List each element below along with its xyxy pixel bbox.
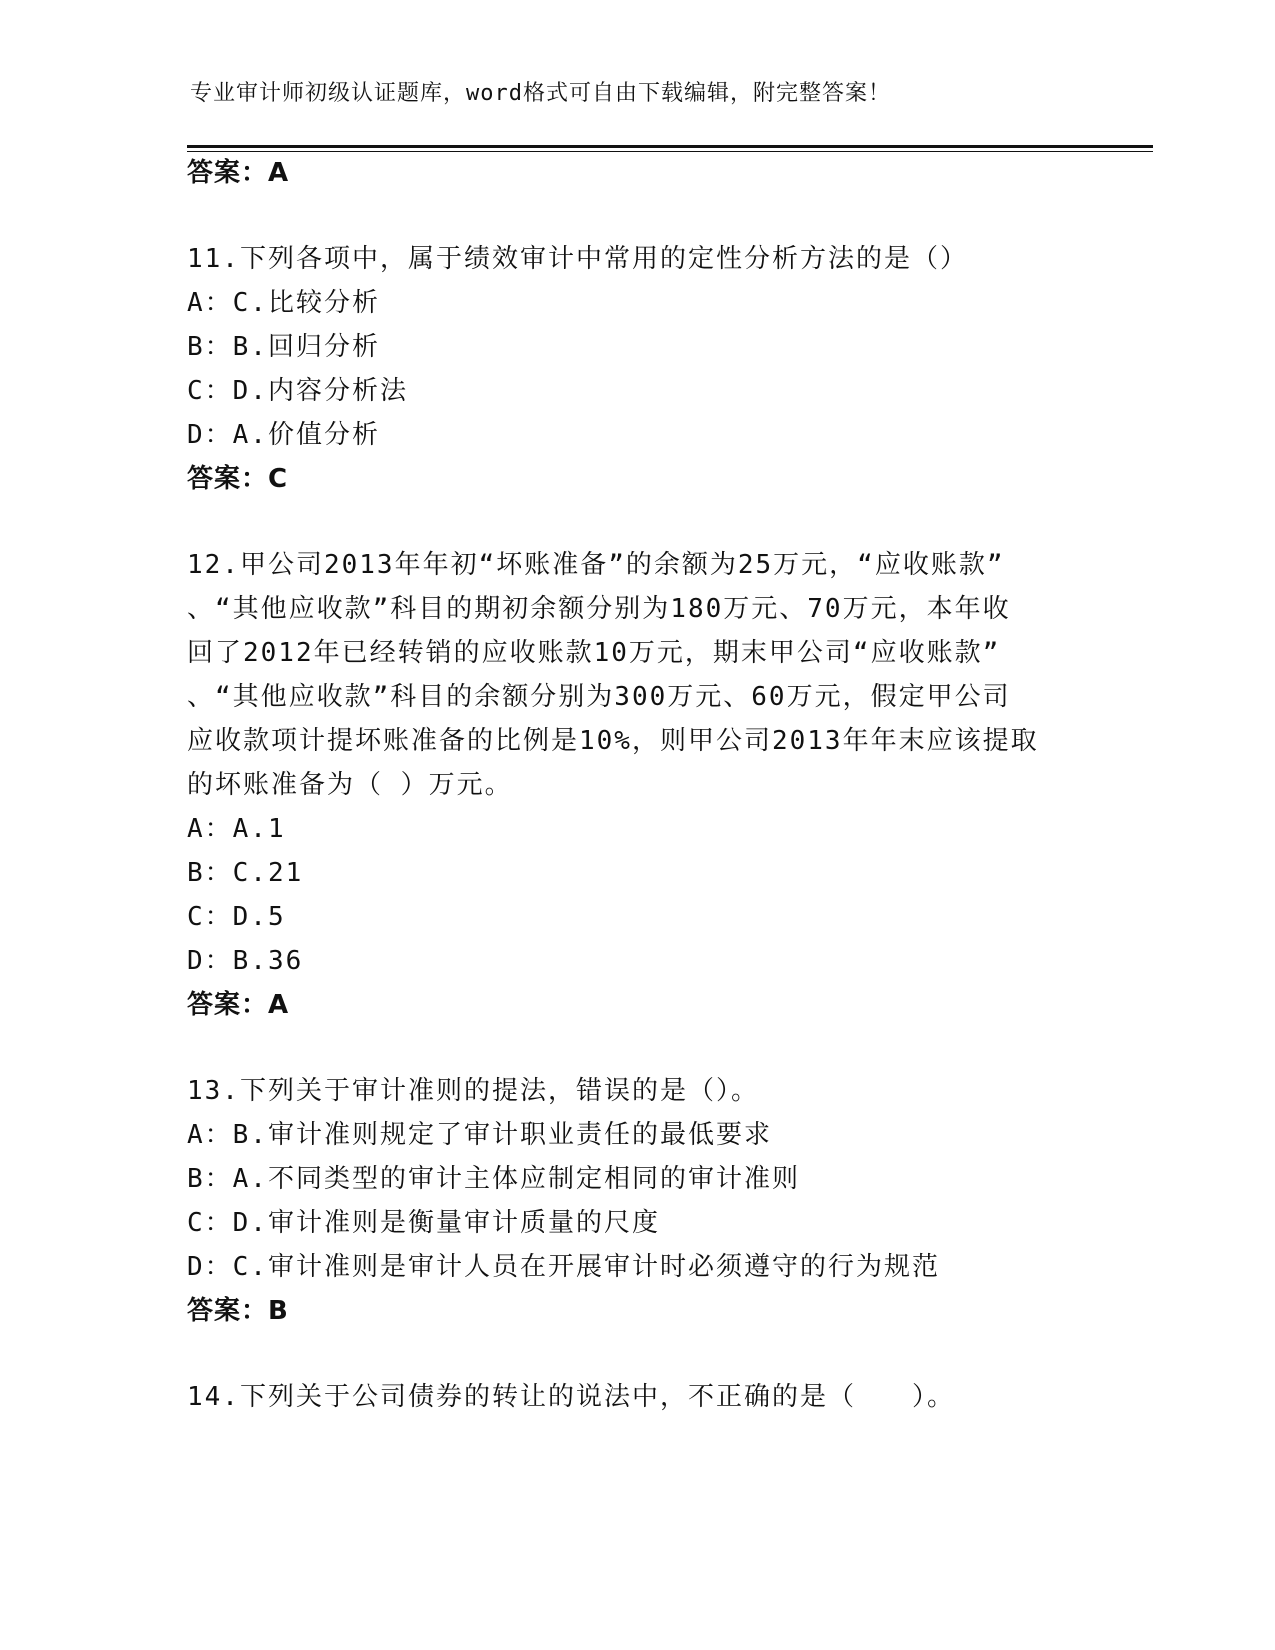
option-b: B：C.21 bbox=[187, 858, 304, 888]
option-a: A：B.审计准则规定了审计职业责任的最低要求 bbox=[187, 1120, 772, 1150]
question-text: 11.下列各项中，属于绩效审计中常用的定性分析方法的是（） bbox=[187, 244, 968, 274]
question-text: 、“其他应收款”科目的余额分别为300万元、60万元，假定甲公司 bbox=[187, 682, 1011, 712]
option-a: A：C.比较分析 bbox=[187, 288, 380, 318]
question-text: 回了2012年已经转销的应收账款10万元，期末甲公司“应收账款” bbox=[187, 638, 1001, 668]
option-b: B：B.回归分析 bbox=[187, 332, 380, 362]
question-text: 应收款项计提坏账准备的比例是10%，则甲公司2013年年末应该提取 bbox=[187, 726, 1039, 756]
option-c: C：D.5 bbox=[187, 902, 286, 932]
option-d: D：C.审计准则是审计人员在开展审计时必须遵守的行为规范 bbox=[187, 1252, 940, 1282]
question-text: 的坏账准备为（ ）万元。 bbox=[187, 770, 513, 800]
option-c: C：D.内容分析法 bbox=[187, 376, 408, 406]
answer: 答案：B bbox=[187, 1296, 289, 1326]
header-rule-thin bbox=[187, 151, 1153, 152]
prev-answer: 答案：A bbox=[187, 158, 290, 188]
answer: 答案：C bbox=[187, 464, 289, 494]
option-d: D：A.价值分析 bbox=[187, 420, 380, 450]
option-a: A：A.1 bbox=[187, 814, 286, 844]
question-text: 、“其他应收款”科目的期初余额分别为180万元、70万元，本年收 bbox=[187, 594, 1011, 624]
question-text: 14.下列关于公司债券的转让的说法中，不正确的是（ ）。 bbox=[187, 1382, 955, 1412]
answer: 答案：A bbox=[187, 990, 290, 1020]
header-text: 专业审计师初级认证题库，word格式可自由下载编辑，附完整答案！ bbox=[190, 81, 891, 106]
header-rule-thick bbox=[187, 145, 1153, 148]
option-b: B：A.不同类型的审计主体应制定相同的审计准则 bbox=[187, 1164, 800, 1194]
option-d: D：B.36 bbox=[187, 946, 304, 976]
question-text: 13.下列关于审计准则的提法，错误的是（）。 bbox=[187, 1076, 759, 1106]
option-c: C：D.审计准则是衡量审计质量的尺度 bbox=[187, 1208, 660, 1238]
question-text: 12.甲公司2013年年初“坏账准备”的余额为25万元，“应收账款” bbox=[187, 550, 1005, 580]
